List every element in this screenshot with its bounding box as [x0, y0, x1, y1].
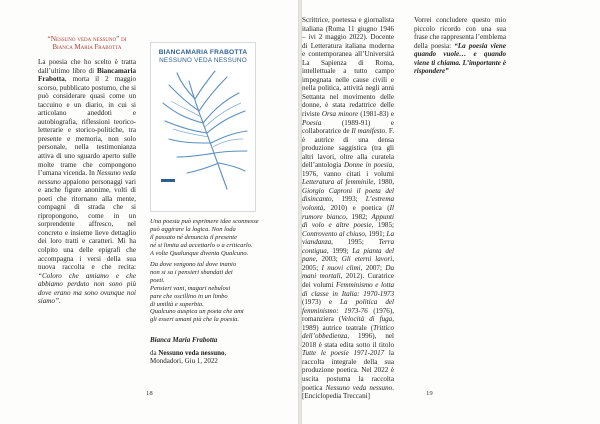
- biography-text-run: Controvento al chiuso: [302, 229, 365, 238]
- biography-text-run: (1989-91) e collaboratrice de: [302, 118, 394, 136]
- page-number-right: 19: [426, 390, 433, 397]
- biography-text-run: I nuovi climi: [321, 263, 361, 272]
- poem-credit: [150, 336, 262, 366]
- biography-text-run: Appunti di volo e altre poesie: [302, 212, 394, 230]
- biography-paragraph: [302, 16, 394, 401]
- poem-line: pare che oscillino in un limbo: [150, 292, 228, 300]
- poem-line: poeti.: [150, 276, 165, 284]
- biography-text-run: Femminismo e lotta di classe in Italia: 1970-1973: [302, 280, 394, 298]
- biography-text-run: (1973) e: [302, 298, 341, 307]
- biography-text-run: (1981-83) e: [358, 110, 394, 119]
- poem-line: non si sa i pensieri sbandati dei: [150, 268, 233, 276]
- poem-line: Da dove vengono tal dove inanio: [150, 260, 237, 268]
- biography-text-run: Nessuno veda nessuno: [325, 383, 393, 392]
- poem-line: Qualcuno auspica un poeta che ami: [150, 308, 244, 316]
- closing-text-run: Vorrei concludere questo mio piccolo ricordo con una sua frase che rappresenta l’emblema della poesia:: [414, 16, 506, 50]
- credit-publisher: Mondadori, Giu 1, 2022: [150, 357, 218, 366]
- poem-line: può aggirare la logica. Non loda: [150, 225, 236, 233]
- biography-text-run: , 2012). Curatrice dei volumi: [302, 272, 394, 289]
- biography-text-run: . F. è autrice di una densa produzione saggistica (tra gli altri lavori, oltre alla curatela dell’antologia: [302, 127, 395, 170]
- biography-text-run: , 1976, vanno citati i volumi: [302, 161, 395, 178]
- credit-prefix: da: [150, 348, 159, 357]
- biography-text-run: Letteratura al femminile: [302, 178, 374, 187]
- closing-paragraph: [414, 16, 506, 76]
- poem-line: Pensieri vani, magari nebulosi: [150, 284, 231, 292]
- intro-text-run: Biancamaria Frabotta: [38, 66, 136, 84]
- poem-line: né si limita ad accettarlo o a criticarlo.: [150, 241, 253, 249]
- biography-text-run: La pianta del pane: [302, 246, 394, 264]
- intro-text-run: Nessuno veda nessuno: [38, 169, 136, 186]
- closing-column: [414, 16, 506, 76]
- palm-frond-illustration: [157, 67, 249, 193]
- publisher-logo: [161, 179, 175, 182]
- book-cover-image: [150, 42, 256, 212]
- biography-text-run: L’estrema volontà: [302, 195, 394, 213]
- intro-text-run: “Coloro che amiamo e che abbiamo perduto non sono più dove erano ma sono ovunque noi siamo”: [38, 271, 136, 306]
- biography-text-run: Scrittrice, poetessa e giornalista italiana (Roma 11 giugno 1946 – ivi 2 maggio 2022). Docente di Letteratura italiana moderna e contemporanea all’Università La Sapienza di Roma, intellettuale a tutto campo impegnata nelle cause civili e nella politica, attività negli anni Settanta nel movimento delle donne, è stata redattrice delle riviste: [302, 16, 394, 119]
- biography-text-run: Tutte le poesie 1971-2017: [302, 349, 385, 358]
- biography-text-run: La politica del femminismo: 1973-76: [302, 298, 394, 315]
- biography-text-run: Velocità di fuga: [341, 315, 393, 324]
- biography-text-run: , 1999;: [326, 246, 353, 255]
- biography-column: [302, 16, 394, 401]
- biography-text-run: Orsa minore: [321, 110, 359, 119]
- biography-text-run: Il manifesto: [351, 127, 386, 136]
- article-title: [38, 34, 136, 52]
- poem-line: di umiltà e superbia.: [150, 300, 204, 308]
- poem-block: [150, 218, 262, 324]
- biography-text-run: Gli eterni lavori: [341, 255, 393, 264]
- left-page: [0, 0, 298, 424]
- poem-line: A volte Qualunque diventa Qualcuno.: [150, 249, 249, 257]
- intro-text-run: appaiono personaggi vari e anche figure anonime, volti di poeti che ritornano alla mente, compagni di strada che si ripropongono, come in un sorprendente affresco, nel concreto e insieme lieve dettaglio dei loro tratti e caratteri. Mi ha colpito una delle epigrafi che accompagna i versi della sua nuova raccolta e che recita:: [38, 177, 136, 272]
- intro-text-run: La poesia che ho scelto è tratta dall’ultimo libro di: [38, 58, 136, 75]
- intro-paragraph: [38, 58, 136, 306]
- poem-line: gli esseri umani più che la poesia.: [150, 316, 240, 324]
- biography-text-run: Giorgio Caproni il poeta del disincanto: [302, 186, 394, 204]
- intro-text-run: .: [58, 297, 61, 306]
- cover-author: BIANCAMARIA FRABOTTA: [158, 49, 248, 56]
- credit-suffix: ,: [224, 348, 227, 357]
- biography-text-run: , 1996), nel 2018 è stata edita sotto il titolo: [302, 332, 394, 349]
- biography-text-run: La viandanza: [302, 229, 394, 247]
- biography-text-run: , 1995;: [331, 238, 379, 247]
- biography-text-run: , 1980,: [373, 178, 395, 187]
- biography-text-run: , 1989) autrice teatrale (: [302, 315, 394, 332]
- biography-text-run: , 2010) e poetica (: [323, 204, 390, 213]
- biography-text-run: Poesia: [302, 118, 322, 127]
- biography-text-run: , 2003;: [315, 255, 342, 264]
- article-title-text: “Nessuno veda nessuno” di: [47, 34, 127, 43]
- poem-line: il passato né denuncia il presente: [150, 233, 237, 241]
- biography-text-run: , 1985;: [371, 221, 394, 230]
- article-title-author: Bianca Maria Frabotta: [52, 44, 122, 51]
- biography-text-run: Da mani mortali: [302, 263, 394, 281]
- biography-text-run: , 2005;: [302, 255, 395, 272]
- biography-text-run: , 1991;: [364, 229, 387, 238]
- biography-text-run: . [Enciclopedia Treccani]: [302, 383, 394, 401]
- biography-text-run: (1976), romanziera (: [302, 306, 394, 324]
- biography-text-run: , 1982;: [345, 212, 372, 221]
- biography-text-run: la raccolta integrale della sua produzione poetica. Nel 2022 è uscita postuma la raccolta poetica: [302, 349, 394, 392]
- credit-source: [150, 349, 262, 358]
- biography-text-run: , 1993;: [331, 195, 366, 204]
- page-number-left: 18: [146, 390, 153, 397]
- biography-text-run: , 2007;: [360, 263, 386, 272]
- cover-title: NESSUNO VEDA NESSUNO: [159, 57, 247, 64]
- left-intro-column: [38, 34, 136, 306]
- biography-text-run: Il rumore bianco: [302, 204, 394, 221]
- credit-book-title: Nessuno veda nessuno: [158, 348, 225, 357]
- biography-text-run: Donne in poesia: [344, 161, 393, 170]
- right-page: [302, 0, 600, 424]
- closing-text-run: “La poesia viene quando vuole… e quando viene ti chiama. L’importante è rispondere”: [414, 41, 506, 76]
- intro-text-run: , morta il 2 maggio scorso, pubblicato postumo, che si può considerare quasi come un taccuino e un diario, in cui si articolano aneddoti e autobiografia, riflessioni teorico-letterarie e storico-politiche, tra presente e memoria, non solo personale, nella testimonianza attiva di uno sguardo aperto sulle molte trame che compongono l’umana vicenda. In: [38, 75, 136, 178]
- credit-author: Bianca Maria Frabotta: [150, 336, 218, 344]
- biography-text-run: Terra contigua: [302, 238, 394, 255]
- biography-text-run: Trittico dell’obbedienza: [302, 323, 394, 341]
- poem-line: Una poesia può esprimere idee sconnesse: [150, 218, 259, 225]
